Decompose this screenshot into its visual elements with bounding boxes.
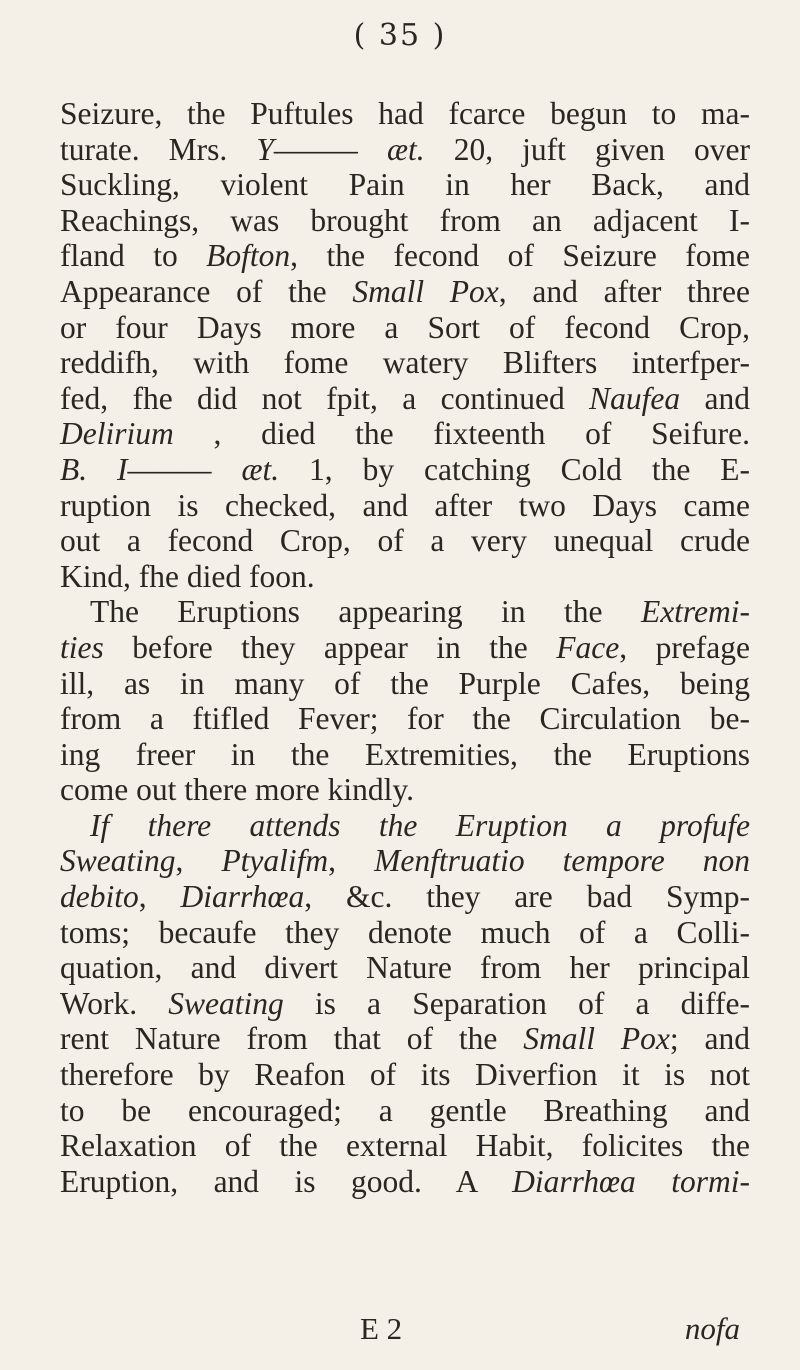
text-run: Y——— æt. xyxy=(256,131,425,167)
text-run: turate. Mrs. xyxy=(60,131,257,167)
text-line xyxy=(60,1128,750,1164)
text-run: from a ftifled Fever; for the Circulation be- xyxy=(60,701,750,737)
text-run: ties xyxy=(60,629,104,665)
text-run: fed, fhe did not fpit, a continued xyxy=(60,380,590,416)
text-run: and xyxy=(680,380,750,416)
text-run: The Eruptions appearing in the xyxy=(90,594,641,630)
text-line xyxy=(60,345,750,381)
text-run: rent Nature from that of the xyxy=(60,1021,524,1057)
text-line xyxy=(60,96,750,132)
text-line xyxy=(60,915,750,951)
catchword: nofa xyxy=(684,1311,740,1346)
text-run: Relaxation of the external Habit, folicites the xyxy=(60,1128,750,1164)
text-run: 1, by catching Cold the E- xyxy=(279,451,750,487)
text-run: Extremi- xyxy=(640,594,750,630)
text-line xyxy=(60,381,750,417)
text-line xyxy=(60,523,750,559)
text-line xyxy=(60,310,750,346)
text-line xyxy=(60,238,750,274)
text-run: , and after three xyxy=(498,273,750,309)
text-run: ing freer in the Extremities, the Eruptions xyxy=(60,736,750,772)
text-run: Small Pox xyxy=(352,273,499,309)
text-line xyxy=(60,274,750,310)
text-line xyxy=(60,132,750,168)
text-run: Delirium xyxy=(60,416,174,452)
page-number-header: ( 35 ) xyxy=(353,18,447,53)
text-run: , xyxy=(175,843,222,879)
text-line xyxy=(60,950,750,986)
signature-mark: E 2 xyxy=(360,1311,403,1346)
text-run: Kind, fhe died foon. xyxy=(60,558,315,594)
text-line xyxy=(60,167,750,203)
text-run: , the fecond of Seizure fome xyxy=(290,238,750,274)
text-run: is a Separation of a diffe- xyxy=(283,985,750,1021)
text-run: Appearance of the xyxy=(60,273,353,309)
text-line xyxy=(60,772,750,808)
text-run: debito xyxy=(60,879,139,915)
text-line xyxy=(60,1093,750,1129)
text-line xyxy=(60,1021,750,1057)
text-run: therefore by Reafon of its Diverfion it is not xyxy=(60,1057,750,1093)
text-run: 20, juft given over xyxy=(424,131,751,167)
text-run: , &c. they are bad Symp- xyxy=(304,879,750,915)
text-run: Suckling, violent Pain in her Back, and xyxy=(60,167,750,203)
text-run: Sweating xyxy=(168,985,284,1021)
text-line xyxy=(60,986,750,1022)
text-run: come out there more kindly. xyxy=(60,772,414,808)
text-line xyxy=(60,416,750,452)
text-line xyxy=(60,701,750,737)
text-run: quation, and divert Nature from her principal xyxy=(60,950,750,986)
text-run: Face xyxy=(556,629,620,665)
text-run: Bofton xyxy=(206,238,291,274)
text-run: B. I——— æt. xyxy=(60,451,280,487)
text-line xyxy=(60,843,750,879)
text-line xyxy=(60,203,750,239)
text-run: reddifh, with fome watery Blifters interfper- xyxy=(60,345,750,381)
text-line xyxy=(60,1164,750,1200)
text-line xyxy=(60,666,750,702)
text-run: Reachings, was brought from an adjacent I- xyxy=(60,202,750,238)
text-line xyxy=(60,737,750,773)
text-run: Seizure, the Puftules had fcarce begun to ma- xyxy=(60,96,750,131)
text-run: Work. xyxy=(60,985,169,1021)
text-run: ruption is checked, and after two Days came xyxy=(60,487,750,523)
text-line xyxy=(60,488,750,524)
text-run: Sweating xyxy=(60,843,176,879)
text-run: Ptyalifm xyxy=(221,843,329,879)
text-line xyxy=(60,594,750,630)
text-run: , xyxy=(328,843,375,879)
text-run: Naufea xyxy=(589,380,681,416)
text-run: , died the fixteenth of Seifure. xyxy=(173,416,750,452)
page-footer xyxy=(60,1311,740,1351)
text-run: If there attends the Eruption a profufe xyxy=(90,807,750,843)
text-run: ill, as in many of the Purple Cafes, being xyxy=(60,665,750,701)
text-run: , prefage xyxy=(619,629,750,665)
text-run: out a fecond Crop, of a very unequal crude xyxy=(60,523,750,559)
text-line xyxy=(60,559,750,595)
text-run: to be encouraged; a gentle Breathing and xyxy=(60,1092,750,1128)
text-run: Diarrhœa xyxy=(180,879,305,915)
text-run: fland to xyxy=(60,238,207,274)
text-run: or four Days more a Sort of fecond Crop, xyxy=(60,309,750,345)
text-line xyxy=(60,1057,750,1093)
text-run: toms; becaufe they denote much of a Colli- xyxy=(60,914,750,950)
text-run: Menftruatio tempore non xyxy=(374,843,751,879)
body-text xyxy=(60,96,750,1199)
text-run: Eruption, and is good. A xyxy=(60,1163,513,1199)
text-run: , xyxy=(138,879,181,915)
text-run: Diarrhœa tormi- xyxy=(512,1163,750,1199)
text-line xyxy=(60,879,750,915)
text-run: ; and xyxy=(669,1021,750,1057)
text-run: before they appear in the xyxy=(103,629,557,665)
text-line xyxy=(60,630,750,666)
text-line xyxy=(60,808,750,844)
text-line xyxy=(60,452,750,488)
text-run: Small Pox xyxy=(523,1021,670,1057)
